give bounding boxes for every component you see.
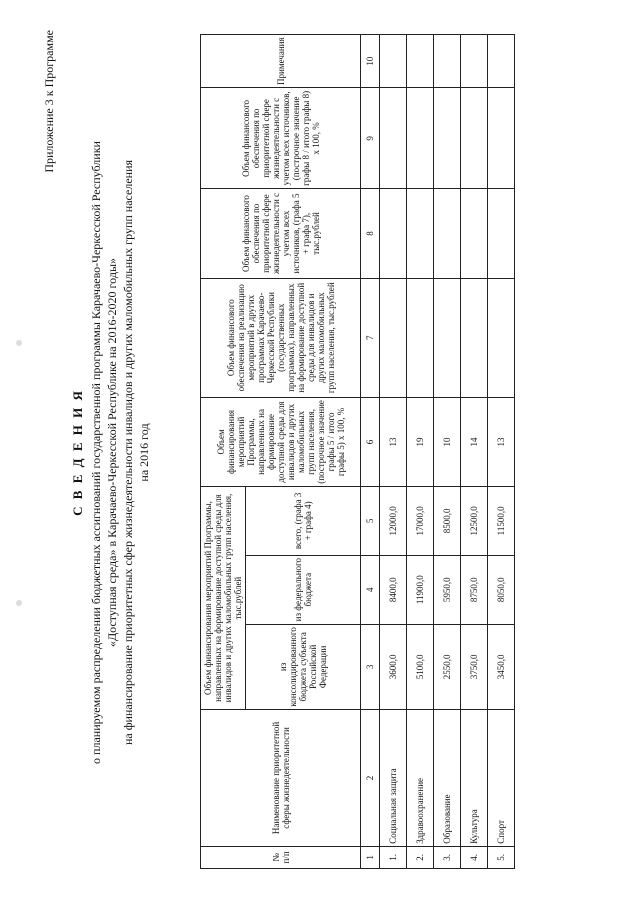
empty-cell	[488, 35, 515, 88]
table-row	[488, 35, 515, 869]
column-number: 2	[361, 710, 380, 847]
regional-value: 3750,0	[461, 624, 488, 710]
column-number: 8	[361, 189, 380, 278]
empty-cell	[434, 35, 461, 88]
share-value: 13	[380, 397, 407, 486]
regional-value: 2550,0	[434, 624, 461, 710]
total-value: 11500,0	[488, 486, 515, 555]
header-sphere: Наименование приоритетной сферы жизнедеятельности	[201, 710, 361, 847]
header-financing-group: Объем финансирования мероприятий Программы, направленных на формирование доступной среды для инвалидов и других маломобильных групп населения, тыс.рублей	[201, 486, 246, 709]
table-row	[407, 35, 434, 869]
regional-value: 3600,0	[380, 624, 407, 710]
row-number: 2.	[407, 846, 434, 868]
empty-cell	[407, 278, 434, 397]
empty-cell	[407, 35, 434, 88]
title-line: «Доступная среда» в Карачаево-Черкесской Республике на 2016-2020 годы»	[105, 257, 119, 648]
allocation-table	[200, 34, 515, 869]
title-line: на финансирование приоритетных сфер жизнедеятельности инвалидов и других маломобильных групп населения	[121, 159, 135, 746]
empty-cell	[461, 189, 488, 278]
regional-value: 5100,0	[407, 624, 434, 710]
header-num: № п/п	[201, 846, 361, 868]
table-row	[461, 35, 488, 869]
header-share: Объем финансирования мероприятий Программы, направленных на формирование доступной среды для инвалидов и других маломобильных групп населения, (построчное значение графы 5 / итого графы 5) х 100, %	[201, 397, 361, 486]
empty-cell	[380, 278, 407, 397]
empty-cell	[488, 88, 515, 189]
sphere-name: Спорт	[488, 710, 515, 847]
share-value: 13	[488, 397, 515, 486]
total-value: 8500,0	[434, 486, 461, 555]
row-number: 3.	[434, 846, 461, 868]
empty-cell	[461, 278, 488, 397]
empty-cell	[461, 35, 488, 88]
empty-cell	[380, 35, 407, 88]
empty-cell	[434, 278, 461, 397]
empty-cell	[434, 189, 461, 278]
header-all-sources-share: Объем финансового обеспечения по приоритетной сфере жизнедеятельности с учетом всех источников, (построчное значение графы 8 / итого графы 8) х 100, %	[201, 88, 361, 189]
empty-cell	[380, 189, 407, 278]
sphere-name: Культура	[461, 710, 488, 847]
header-all-sources: Объем финансового обеспечения по приоритетной сфере жизнедеятельности с учетом всех источников, (графа 5 + графа 7), тыс.рублей	[201, 189, 361, 278]
share-value: 19	[407, 397, 434, 486]
column-number: 5	[361, 486, 380, 555]
regional-value: 3450,0	[488, 624, 515, 710]
column-number: 3	[361, 624, 380, 710]
empty-cell	[461, 88, 488, 189]
header-regional: из консолидированного бюджета субъекта Российской Федерации	[246, 624, 361, 710]
federal-value: 8750,0	[461, 555, 488, 624]
table-row	[434, 35, 461, 869]
empty-cell	[407, 189, 434, 278]
column-number: 9	[361, 88, 380, 189]
empty-cell	[407, 88, 434, 189]
column-number: 1	[361, 846, 380, 868]
empty-cell	[380, 88, 407, 189]
share-value: 14	[461, 397, 488, 486]
appendix-label: Приложение 3 к Программе	[42, 30, 56, 173]
title-line: о планируемом распределении бюджетных ассигнований государственной программы Карачаево-Черкесской Республики	[89, 141, 103, 764]
sphere-name: Социальная защита	[380, 710, 407, 847]
total-value: 12000,0	[380, 486, 407, 555]
sphere-name: Здравоохранение	[407, 710, 434, 847]
federal-value: 8050,0	[488, 555, 515, 624]
title-line: на 2016 год	[137, 423, 151, 482]
table-row	[380, 35, 407, 869]
empty-cell	[488, 278, 515, 397]
header-federal: из федерального бюджета	[246, 555, 361, 624]
federal-value: 11900,0	[407, 555, 434, 624]
column-number: 4	[361, 555, 380, 624]
row-number: 5.	[488, 846, 515, 868]
total-value: 12500,0	[461, 486, 488, 555]
header-notes: Примечания	[201, 35, 361, 88]
federal-value: 8400,0	[380, 555, 407, 624]
header-other-programs: Объем финансового обеспечения на реализацию мероприятий в других программах Карачаево-Черкесской Республики (государственных программах), направленных на формирование доступной среды для инвалидов и других маломобильных групп населения, тыс.рублей	[201, 278, 361, 397]
column-number: 6	[361, 397, 380, 486]
document-title: С В Е Д Е Н И Я	[70, 389, 85, 516]
header-total: всего, (графа 3 + графа 4)	[246, 486, 361, 555]
sphere-name: Образование	[434, 710, 461, 847]
total-value: 17000,0	[407, 486, 434, 555]
federal-value: 5950,0	[434, 555, 461, 624]
column-number: 10	[361, 35, 380, 88]
column-number: 7	[361, 278, 380, 397]
share-value: 10	[434, 397, 461, 486]
row-number: 1.	[380, 846, 407, 868]
empty-cell	[434, 88, 461, 189]
column-numbers-row	[361, 35, 380, 869]
empty-cell	[488, 189, 515, 278]
row-number: 4.	[461, 846, 488, 868]
